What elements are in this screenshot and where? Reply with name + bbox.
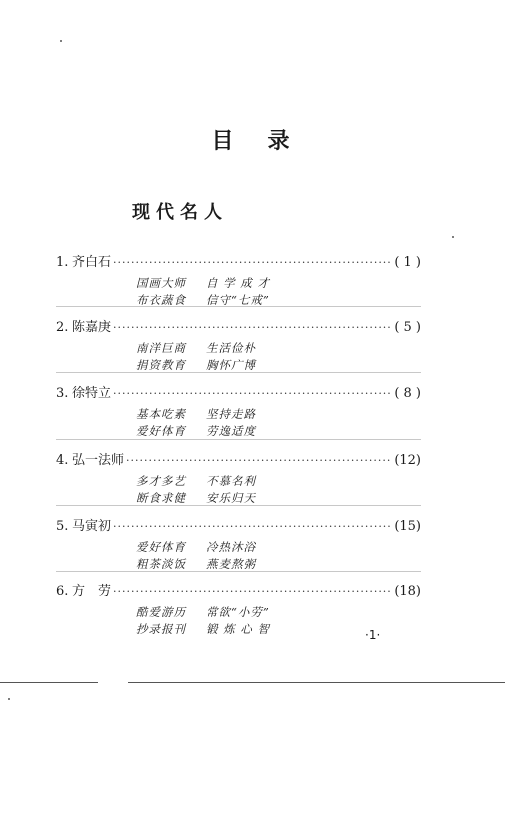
dot-leader bbox=[113, 256, 392, 269]
title-char-right: 录 bbox=[267, 129, 294, 154]
dot-leader bbox=[126, 454, 392, 467]
scan-speck bbox=[8, 698, 10, 700]
scan-edge-rule bbox=[0, 682, 505, 683]
entry-number: 1. bbox=[56, 255, 69, 270]
subtopic: 自 学 成 才 bbox=[206, 276, 270, 290]
entry-divider bbox=[56, 306, 421, 307]
subtopic: 粗茶淡饭 bbox=[136, 557, 186, 571]
subtopic: 锻 炼 心 智 bbox=[206, 622, 270, 636]
subtopic: 冷热沐浴 bbox=[206, 540, 256, 554]
subtopic: 不慕名利 bbox=[206, 474, 256, 488]
entry-divider bbox=[56, 372, 421, 373]
entry-page: ( 1 ) bbox=[394, 255, 421, 270]
entry-name: 齐白石 bbox=[72, 255, 112, 270]
dot-leader bbox=[113, 321, 392, 334]
subtopic: 劳逸适度 bbox=[206, 424, 256, 438]
toc-entry[interactable] bbox=[56, 449, 421, 507]
subtopic: 布衣蔬食 bbox=[136, 293, 186, 307]
subtopic: 燕麦熬粥 bbox=[206, 557, 256, 571]
subtopic: 酷爱游历 bbox=[136, 605, 186, 619]
entry-subtopics bbox=[136, 340, 421, 374]
scan-speck bbox=[452, 236, 454, 238]
page-number: ·1· bbox=[365, 628, 381, 642]
subtopic: 多才多艺 bbox=[136, 474, 186, 488]
toc-entry-line bbox=[56, 580, 421, 598]
subtopic: 爱好体育 bbox=[136, 424, 186, 438]
entry-divider bbox=[56, 439, 421, 440]
subtopic: 抄录报刊 bbox=[136, 622, 186, 636]
entry-name: 马寅初 bbox=[72, 519, 112, 534]
entry-name: 徐特立 bbox=[72, 386, 112, 401]
toc-entry[interactable] bbox=[56, 382, 421, 440]
subtopic: 坚持走路 bbox=[206, 407, 256, 421]
subtopic: 南洋巨商 bbox=[136, 341, 186, 355]
entry-page: ( 8 ) bbox=[394, 386, 421, 401]
subtopic: 常欲“小劳” bbox=[206, 605, 270, 619]
entry-divider bbox=[56, 505, 421, 506]
toc-entry-line bbox=[56, 251, 421, 269]
entry-subtopics bbox=[136, 406, 421, 440]
toc-entry[interactable] bbox=[56, 316, 421, 374]
subtopic: 信守“七戒” bbox=[206, 293, 270, 307]
toc-entry-line bbox=[56, 382, 421, 400]
subtopic: 国画大师 bbox=[136, 276, 186, 290]
entry-page: (12) bbox=[394, 453, 421, 468]
entry-page: (18) bbox=[394, 584, 421, 599]
dot-leader bbox=[113, 520, 392, 533]
toc-entry[interactable] bbox=[56, 515, 421, 573]
dot-leader bbox=[113, 585, 392, 598]
toc-entry-line bbox=[56, 515, 421, 533]
entry-number: 6. bbox=[56, 584, 69, 599]
title-char-left: 目 bbox=[211, 129, 238, 154]
subtopic: 捐资教育 bbox=[136, 358, 186, 372]
entry-subtopics bbox=[136, 473, 421, 507]
toc-entry-line bbox=[56, 316, 421, 334]
subtopic: 生活俭朴 bbox=[206, 341, 256, 355]
entry-name: 弘一法师 bbox=[72, 453, 125, 468]
entry-page: (15) bbox=[394, 519, 421, 534]
entry-name: 方 劳 bbox=[72, 584, 112, 599]
entry-number: 5. bbox=[56, 519, 69, 534]
subtopic: 安乐归天 bbox=[206, 491, 256, 505]
subtopic: 基本吃素 bbox=[136, 407, 186, 421]
entry-number: 4. bbox=[56, 453, 69, 468]
dot-leader bbox=[113, 387, 392, 400]
subtopic: 爱好体育 bbox=[136, 540, 186, 554]
entry-number: 3. bbox=[56, 386, 69, 401]
scan-speck bbox=[60, 40, 62, 42]
subtopic: 断食求健 bbox=[136, 491, 186, 505]
entry-divider bbox=[56, 571, 421, 572]
entry-page: ( 5 ) bbox=[394, 320, 421, 335]
entry-subtopics bbox=[136, 539, 421, 573]
subtopic: 胸怀广博 bbox=[206, 358, 256, 372]
toc-entry-line bbox=[56, 449, 421, 467]
section-heading: 现代名人 bbox=[132, 202, 228, 223]
entry-name: 陈嘉庚 bbox=[72, 320, 112, 335]
entry-number: 2. bbox=[56, 320, 69, 335]
toc-entry[interactable] bbox=[56, 251, 421, 309]
entry-subtopics bbox=[136, 275, 421, 309]
page-title bbox=[0, 124, 505, 155]
